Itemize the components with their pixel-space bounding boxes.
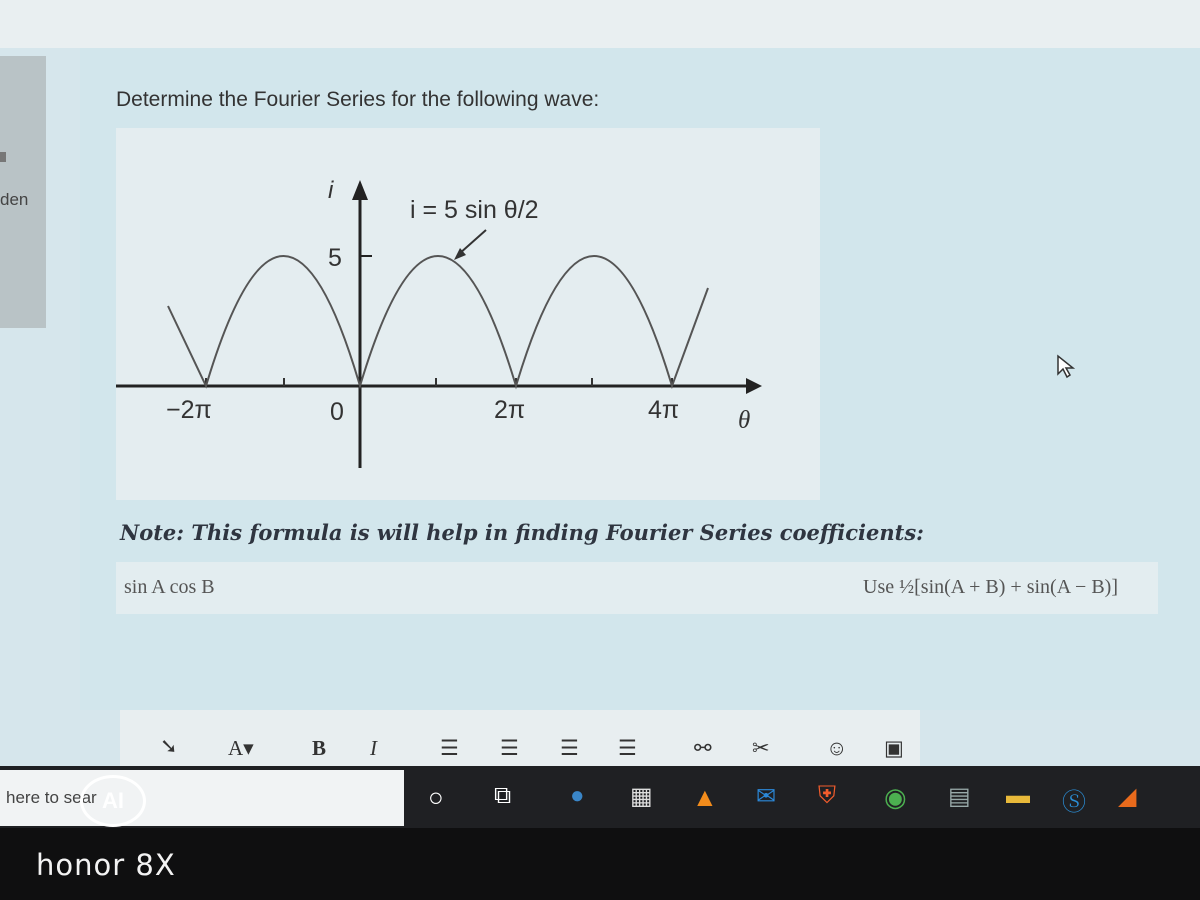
align-left-icon[interactable]: ☰ xyxy=(560,736,579,760)
y-axis-arrow xyxy=(352,180,368,200)
mail-icon[interactable]: ✉ xyxy=(756,783,777,810)
vlc-icon[interactable]: ▲ xyxy=(692,782,718,812)
store-icon[interactable]: ▦ xyxy=(630,783,653,810)
numbered-list-icon[interactable]: ☰ xyxy=(500,736,519,760)
formula-row xyxy=(116,562,1158,614)
unlink-icon[interactable]: ✂ xyxy=(752,736,770,760)
mouse-cursor-icon xyxy=(1056,354,1076,380)
peak-value-label: 5 xyxy=(328,244,342,272)
cortana-icon[interactable]: ○ xyxy=(428,782,444,812)
note-text: Note: This formula is will help in finding Fourier Series coefficients: xyxy=(120,520,924,545)
left-label: den xyxy=(0,190,29,209)
calculator-icon[interactable]: ▤ xyxy=(948,783,971,810)
image-icon[interactable]: ▣ xyxy=(884,736,904,760)
steam-icon[interactable]: ● xyxy=(570,782,585,809)
bold-button[interactable]: B xyxy=(312,736,327,760)
top-strip xyxy=(0,0,1200,48)
align-right-icon[interactable]: ☰ xyxy=(618,736,637,760)
matlab-icon[interactable]: ◢ xyxy=(1118,783,1137,810)
folder-icon[interactable]: ▬ xyxy=(1006,782,1030,809)
bullet-list-icon[interactable]: ☰ xyxy=(440,736,459,760)
equation-pointer xyxy=(459,230,486,254)
formula-left: sin A cos B xyxy=(124,576,215,598)
left-tick xyxy=(0,152,6,162)
brave-icon[interactable]: ⛨ xyxy=(818,782,836,809)
question-text: Determine the Fourier Series for the following wave: xyxy=(116,88,600,111)
chrome-icon[interactable]: ◉ xyxy=(884,782,907,812)
x-axis-label: θ xyxy=(738,407,751,434)
waveform-figure xyxy=(116,128,820,500)
skype-icon[interactable]: Ⓢ xyxy=(1062,789,1086,816)
tick-label-zero: 0 xyxy=(330,398,344,426)
tick-label-neg2pi: −2π xyxy=(166,396,212,424)
ai-camera-badge: AI xyxy=(80,775,146,827)
camera-watermark: honor 8X xyxy=(36,848,176,882)
tick-label-2pi: 2π xyxy=(494,396,526,424)
formula-right: Use ½[sin(A + B) + sin(A − B)] xyxy=(863,576,1118,598)
phone-bezel xyxy=(0,828,1200,900)
font-color-button[interactable]: A▾ xyxy=(228,736,254,760)
task-view-icon[interactable]: ⧉ xyxy=(494,782,512,809)
link-icon[interactable]: ⚯ xyxy=(694,736,712,760)
insert-arrow-icon[interactable]: ➘ xyxy=(160,734,178,758)
x-axis-arrow xyxy=(746,378,762,394)
tick-label-4pi: 4π xyxy=(648,396,680,424)
y-axis-label: i xyxy=(328,177,334,204)
italic-button[interactable]: I xyxy=(370,736,377,760)
taskbar-search-text[interactable]: here to sear xyxy=(6,788,97,807)
rectified-sine-wave xyxy=(168,256,708,386)
emoji-icon[interactable]: ☺ xyxy=(826,736,848,760)
equation-label: i = 5 sin θ/2 xyxy=(410,196,539,224)
